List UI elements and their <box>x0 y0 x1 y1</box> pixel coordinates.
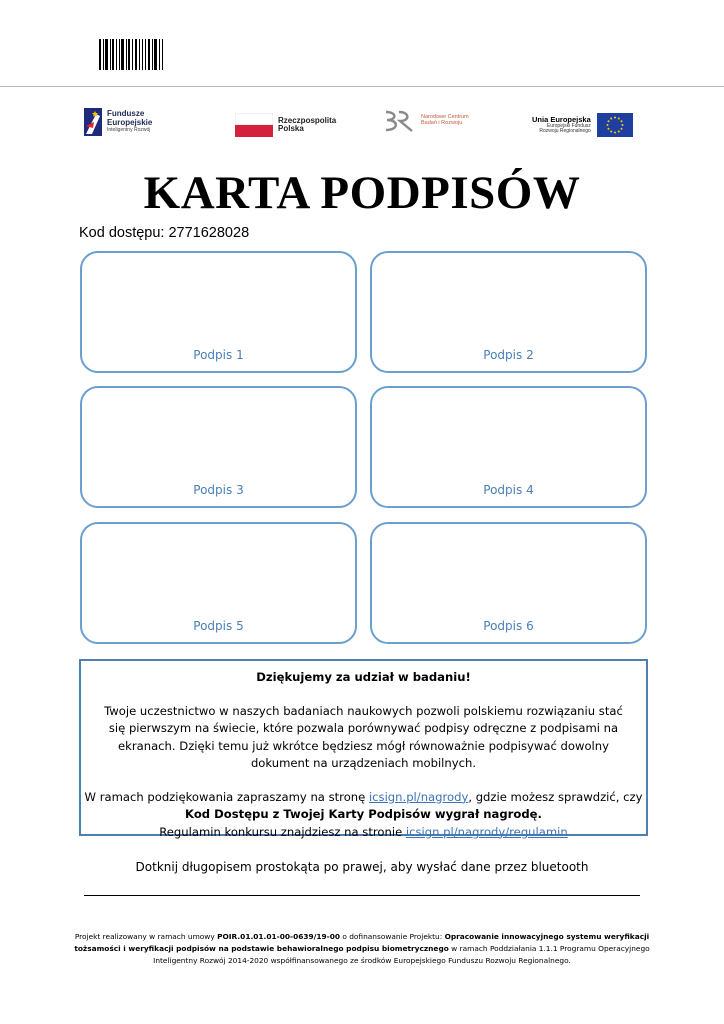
signature-label: Podpis 4 <box>483 483 534 497</box>
polish-flag-icon <box>235 113 273 137</box>
ncbr-logo <box>383 110 469 132</box>
thank-you-paragraph: Twoje uczestnictwo w naszych badaniach naukowych pozwoli polskiemu rozwiązaniu stać się pierwszym na świecie, które pozwala porównywać podpisy odręczne z podpisami na ekranach. Dzięki temu już wkrótce będziesz mógł równoważnie podpisywać dowolny dokument na urządzeniach mobilnych. <box>104 703 623 770</box>
footer-project: Opracowanie innowacyjnego systemu weryfikacji tożsamości i weryfikacji podpisów na podstawie behawioralnego podpisu biometrycznego <box>74 932 650 953</box>
fe-line1: Fundusze <box>107 109 145 119</box>
footer-contract: POIR.01.01.01-00-0639/19-00 <box>217 932 340 941</box>
touch-instruction: Dotknij długopisem prostokąta po prawej, aby wysłać dane przez bluetooth <box>135 860 589 874</box>
signature-label: Podpis 5 <box>193 619 244 633</box>
ncbr-line1: Narodowe Centrum <box>421 114 469 121</box>
ue-line1: Unia Europejska <box>532 114 591 124</box>
unia-europejska-logo <box>532 113 633 137</box>
signature-box-2[interactable] <box>370 251 647 373</box>
prize-bold-line: Kod Dostępu z Twojej Karty Podpisów wygrał nagrodę. <box>185 807 542 821</box>
rules-text: Regulamin konkursu znajdziesz na stronie <box>159 824 406 839</box>
header-divider <box>0 86 724 87</box>
signature-label: Podpis 1 <box>193 348 244 362</box>
rules-line <box>81 824 646 842</box>
ncbr-line2: Badań i Rozwoju <box>421 120 463 126</box>
prize-text-before: W ramach podziękowania zapraszamy na stronę <box>84 789 369 804</box>
footer-text-3: w ramach Poddziałania 1.1.1 Programu Operacyjnego Inteligentny Rozwój 2014-2020 współfinansowanego ze środków Europejskiego Funduszu Rozwoju Regionalnego. <box>153 944 650 965</box>
barcode <box>99 39 165 70</box>
access-code: Kod dostępu: 2771628028 <box>79 225 250 241</box>
signature-box-4[interactable] <box>370 386 647 508</box>
signature-label: Podpis 2 <box>483 348 534 362</box>
prize-text-after: , gdzie możesz sprawdzić, czy <box>468 789 643 804</box>
fe-star-icon <box>84 108 102 136</box>
prize-line <box>81 789 646 807</box>
footer-note <box>60 931 664 967</box>
thank-you-box <box>79 659 648 839</box>
fe-line3: Inteligentny Rozwój <box>107 127 151 134</box>
rp-line2: Polska <box>278 124 304 133</box>
signature-box-6[interactable] <box>370 522 647 644</box>
rp-line1: Rzeczpospolita <box>278 115 337 125</box>
ue-line3: Rozwoju Regionalnego <box>539 127 591 134</box>
page-title: KARTA PODPISÓW <box>143 167 581 219</box>
rules-link[interactable]: icsign.pl/nagrody/regulamin <box>405 824 568 839</box>
rzeczpospolita-polska-logo <box>235 113 336 137</box>
signature-label: Podpis 6 <box>483 619 534 633</box>
fe-line2: Europejskie <box>107 117 153 127</box>
fundusze-europejskie-logo <box>84 108 152 136</box>
ncbr-emblem-icon <box>383 110 415 132</box>
signature-box-5[interactable] <box>80 522 357 644</box>
signature-line <box>84 895 640 896</box>
eu-flag-icon <box>597 113 633 137</box>
signature-box-3[interactable] <box>80 386 357 508</box>
footer-text-2: o dofinansowanie Projektu: <box>339 932 445 941</box>
thank-you-heading: Dziękujemy za udział w badaniu! <box>256 670 471 684</box>
prize-link[interactable]: icsign.pl/nagrody <box>368 789 469 804</box>
footer-text-1: Projekt realizowany w ramach umowy <box>74 932 218 941</box>
signature-label: Podpis 3 <box>193 483 244 497</box>
signature-box-1[interactable] <box>80 251 357 373</box>
ue-line2: Europejski Fundusz <box>546 122 591 129</box>
